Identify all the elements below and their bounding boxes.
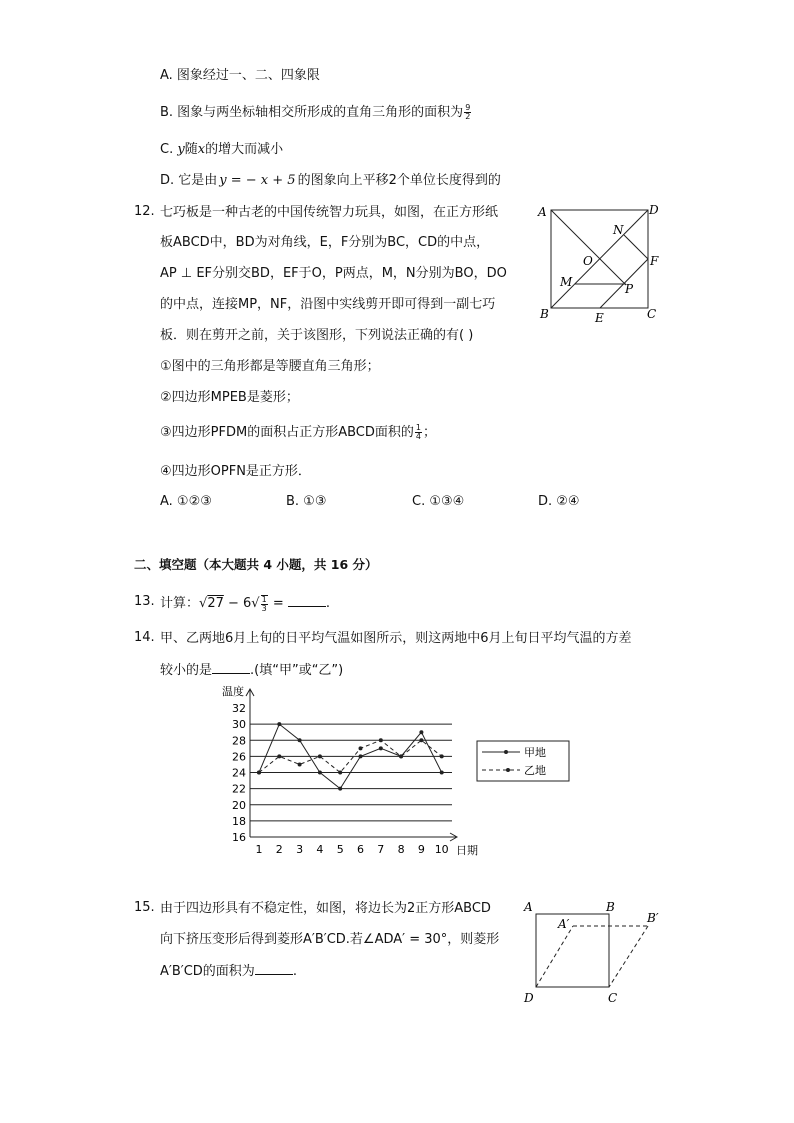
q15-end: . bbox=[292, 964, 297, 979]
q14-line-2 bbox=[160, 661, 343, 680]
chart-legend bbox=[477, 741, 569, 781]
data-point-yi bbox=[379, 738, 383, 742]
q12-statement-3-text: ③四边形PFDM的面积占正方形ABCD面积的 bbox=[160, 425, 414, 440]
q11-option-c-text: 的增大而减小 bbox=[205, 142, 284, 157]
sqrt-one-third: √ $\frac{1}{3}$ bbox=[251, 594, 267, 613]
legend-box bbox=[477, 741, 569, 781]
fraction-denominator: 2 bbox=[465, 112, 471, 121]
q13-answer-blank[interactable] bbox=[288, 594, 326, 607]
label-c-2: C bbox=[608, 991, 618, 1005]
data-point-yi bbox=[318, 754, 322, 758]
q12-option-d: D. ②④ bbox=[538, 494, 580, 509]
q12-line-5: 板．则在剪开之前，关于该图形，下列说法正确的有( ) bbox=[160, 328, 474, 343]
fraction-1-3 bbox=[261, 595, 268, 613]
y-tick-label: 16 bbox=[232, 831, 246, 844]
tangram-figure bbox=[530, 200, 665, 325]
data-point-yi bbox=[338, 771, 342, 775]
x-tick-label: 3 bbox=[296, 843, 304, 856]
data-point-yi bbox=[359, 746, 363, 750]
q11-option-d-text: 的图象向上平移2个单位长度得到的 bbox=[297, 173, 501, 188]
fraction-1-4 bbox=[415, 424, 422, 441]
x-tick-label: 8 bbox=[397, 843, 405, 856]
radicand-27: 27 bbox=[207, 596, 224, 611]
fraction-denominator: 3 bbox=[261, 603, 267, 613]
data-point-yi bbox=[440, 754, 444, 758]
data-point-yi bbox=[399, 754, 403, 758]
data-point-jia bbox=[379, 746, 383, 750]
q11-option-b-text: B. 图象与两坐标轴相交所形成的直角三角形的面积为 bbox=[160, 105, 464, 120]
q12-line-3: AP ⊥ EF分别交BD，EF于O，P两点，M，N分别为BO，DO bbox=[160, 266, 507, 281]
q11-option-d-label: D. 它是由 bbox=[160, 173, 218, 188]
data-point-yi bbox=[277, 754, 281, 758]
q14-answer-blank[interactable] bbox=[212, 661, 250, 674]
label-a: A bbox=[538, 205, 547, 219]
q11-option-d bbox=[160, 172, 501, 190]
data-point-jia bbox=[277, 722, 281, 726]
label-b-2: B bbox=[606, 900, 615, 914]
segment-b1c bbox=[609, 926, 648, 987]
q15-number: 15. bbox=[134, 900, 155, 915]
label-b: B bbox=[540, 307, 549, 321]
y-tick-label: 24 bbox=[232, 766, 246, 780]
y-tick-label: 22 bbox=[232, 782, 246, 796]
label-p: P bbox=[625, 282, 634, 296]
q12-statement-3-end: ； bbox=[422, 425, 436, 440]
y-tick-label: 26 bbox=[232, 750, 246, 764]
q12-number: 12. bbox=[134, 204, 155, 219]
data-point-yi bbox=[298, 762, 302, 766]
data-point-yi bbox=[257, 771, 261, 775]
var-x: x bbox=[197, 142, 206, 157]
q12-option-a: A. ①②③ bbox=[160, 494, 212, 509]
var-y: y bbox=[177, 142, 185, 157]
y-tick-label: 32 bbox=[232, 702, 246, 715]
q15-prefix: A′B′CD的面积为 bbox=[160, 964, 255, 979]
q12-statement-4: ④四边形OPFN是正方形． bbox=[160, 464, 311, 479]
q15-line-3 bbox=[160, 962, 297, 981]
q12-option-b: B. ①③ bbox=[286, 494, 327, 509]
temperature-chart bbox=[200, 682, 580, 862]
segment-nf bbox=[624, 235, 648, 259]
label-o: O bbox=[583, 254, 593, 268]
square-abcd-2 bbox=[536, 914, 609, 987]
fraction-9-2 bbox=[464, 104, 471, 121]
fraction-numerator: 9 bbox=[465, 103, 471, 112]
q12-statement-3 bbox=[160, 424, 436, 442]
label-d: D bbox=[649, 203, 659, 217]
q12-option-c: C. ①③④ bbox=[412, 494, 465, 509]
legend-label-jia: 甲地 bbox=[524, 746, 546, 759]
q13-end: . bbox=[325, 596, 330, 611]
data-point-jia bbox=[419, 730, 423, 734]
q13-minus: − 6 bbox=[223, 596, 252, 611]
x-tick-label: 2 bbox=[275, 843, 283, 856]
q14-suffix: .(填“甲”或“乙”) bbox=[250, 663, 344, 678]
sqrt-27: √27 bbox=[199, 596, 224, 611]
legend-label-yi: 乙地 bbox=[524, 764, 546, 777]
y-tick-label: 20 bbox=[232, 798, 246, 812]
q11-equation: y = − x + 5 bbox=[219, 173, 296, 188]
q11-option-c-mid: 随 bbox=[184, 142, 198, 157]
q15-line-2: 向下挤压变形后得到菱形A′B′CD.若∠ADA′ = 30°，则菱形 bbox=[160, 932, 500, 947]
data-point-jia bbox=[318, 771, 322, 775]
fraction-numerator: 1 bbox=[261, 594, 267, 604]
fraction-numerator: 1 bbox=[415, 423, 421, 432]
q15-line-1: 由于四边形具有不稳定性，如图，将边长为2正方形ABCD bbox=[160, 901, 491, 916]
q13-prefix: 计算： bbox=[160, 596, 200, 611]
q12-line-2: 板ABCD中，BD为对角线，E，F分别为BC，CD的中点， bbox=[160, 235, 490, 250]
label-e: E bbox=[595, 311, 604, 325]
label-d-2: D bbox=[524, 991, 534, 1005]
label-b-prime: B′ bbox=[647, 911, 659, 925]
rhombus-figure bbox=[518, 898, 668, 1010]
x-tick-label: 6 bbox=[357, 843, 364, 856]
q12-statement-2: ②四边形MPEB是菱形； bbox=[160, 390, 299, 405]
fraction-denominator: 4 bbox=[415, 432, 421, 441]
segment-ap bbox=[551, 210, 626, 285]
data-point-jia bbox=[440, 771, 444, 775]
x-tick-label: 10 bbox=[434, 843, 449, 856]
label-a-prime: A′ bbox=[558, 917, 570, 931]
x-tick-label: 4 bbox=[316, 843, 324, 856]
q12-statement-1: ①图中的三角形都是等腰直角三角形； bbox=[160, 359, 380, 374]
label-m: M bbox=[560, 275, 573, 289]
x-tick-label: 1 bbox=[255, 843, 263, 856]
q15-answer-blank[interactable] bbox=[255, 962, 293, 975]
q11-option-c-label: C. bbox=[160, 142, 178, 157]
q14-number: 14. bbox=[134, 630, 155, 645]
q13-number: 13. bbox=[134, 594, 155, 609]
label-c: C bbox=[647, 307, 657, 321]
q11-option-a: A. 图象经过一、二、四象限 bbox=[160, 68, 320, 83]
section-2-title: 二、填空题（本大题共 4 小题，共 16 分） bbox=[134, 557, 378, 572]
data-point-jia bbox=[359, 754, 363, 758]
q11-option-c bbox=[160, 141, 283, 159]
x-tick-label: 5 bbox=[336, 843, 344, 856]
q14-prefix: 较小的是 bbox=[160, 663, 213, 678]
q14-line-1: 甲、乙两地6月上旬的日平均气温如图所示，则这两地中6月上旬日平均气温的方差 bbox=[160, 631, 632, 646]
label-n: N bbox=[613, 223, 624, 237]
q12-line-4: 的中点，连接MP，NF，沿图中实线剪开即可得到一副七巧 bbox=[160, 297, 496, 312]
y-tick-label: 28 bbox=[232, 734, 246, 748]
data-point-yi bbox=[419, 738, 423, 742]
label-f: F bbox=[650, 254, 659, 268]
q11-option-b bbox=[160, 104, 472, 122]
label-a-2: A bbox=[524, 900, 533, 914]
legend-marker-jia bbox=[504, 750, 508, 754]
x-tick-label: 9 bbox=[417, 843, 425, 856]
y-axis-label: 温度 bbox=[222, 685, 244, 698]
q12-line-1: 七巧板是一种古老的中国传统智力玩具，如图，在正方形纸 bbox=[160, 205, 499, 220]
data-point-jia bbox=[338, 787, 342, 791]
data-point-jia bbox=[298, 738, 302, 742]
x-axis-label: 日期 bbox=[456, 844, 478, 857]
q13-equals: = bbox=[268, 596, 288, 611]
x-tick-label: 7 bbox=[377, 843, 385, 856]
legend-marker-yi bbox=[506, 768, 510, 772]
y-tick-label: 18 bbox=[232, 814, 246, 828]
segment-da1 bbox=[536, 926, 573, 987]
q13-expression bbox=[160, 594, 330, 613]
y-tick-label: 30 bbox=[232, 718, 246, 732]
